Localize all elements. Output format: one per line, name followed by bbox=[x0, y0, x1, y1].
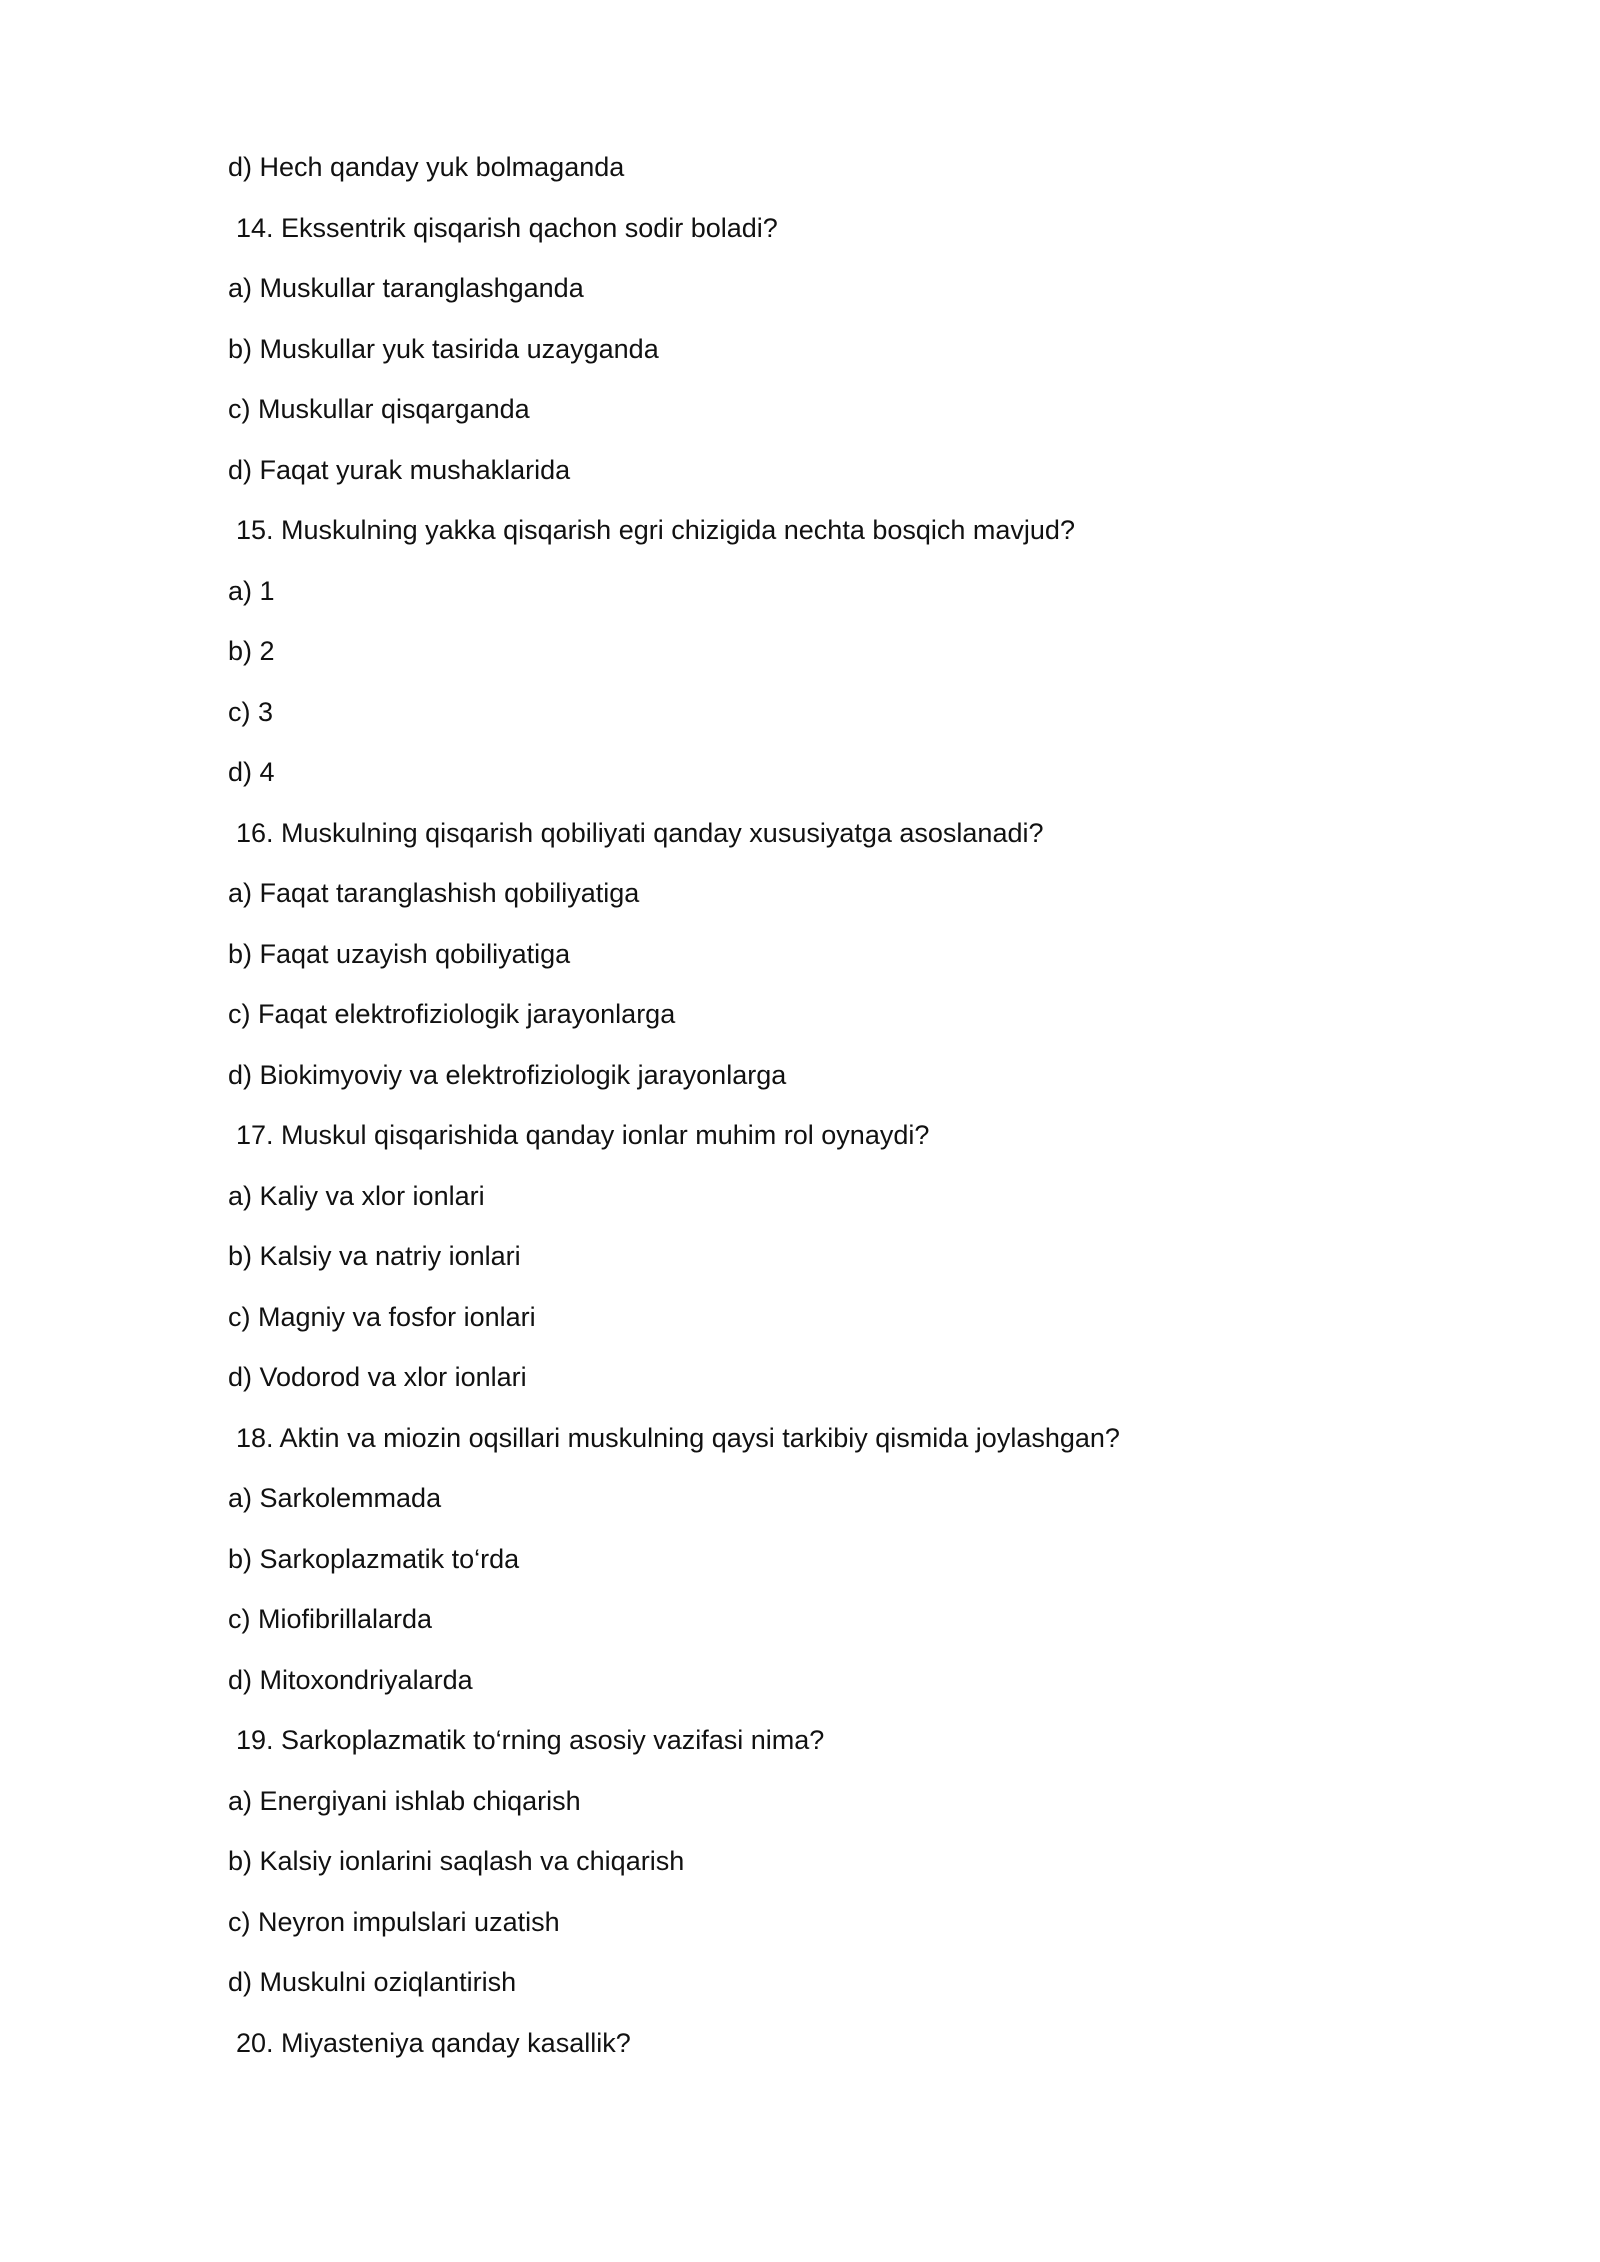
answer-option: b) Kalsiy ionlarini saqlash va chiqarish bbox=[228, 1846, 685, 1876]
answer-option: a) Sarkolemmada bbox=[228, 1483, 442, 1513]
answer-option: a) Muskullar taranglashganda bbox=[228, 273, 584, 303]
answer-option: b) 2 bbox=[228, 636, 275, 666]
answer-option: c) 3 bbox=[228, 696, 274, 727]
answer-option: a) Faqat taranglashish qobiliyatiga bbox=[228, 878, 640, 908]
answer-option: a) Kaliy va xlor ionlari bbox=[228, 1180, 485, 1211]
answer-option: a) Energiyani ishlab chiqarish bbox=[228, 1785, 581, 1816]
answer-option: d) Biokimyoviy va elektrofiziologik jarayonlarga bbox=[228, 1059, 787, 1090]
answer-option: b) Kalsiy va natriy ionlari bbox=[228, 1241, 521, 1271]
question-20: 20. Miyasteniya qanday kasallik? bbox=[236, 2027, 631, 2058]
answer-option: c) Miofibrillalarda bbox=[228, 1604, 433, 1634]
answer-option: a) 1 bbox=[228, 575, 275, 606]
question-14: 14. Ekssentrik qisqarish qachon sodir boladi? bbox=[236, 212, 778, 243]
answer-option: d) Faqat yurak mushaklarida bbox=[228, 454, 571, 485]
question-17: 17. Muskul qisqarishida qanday ionlar muhim rol oynaydi? bbox=[236, 1120, 930, 1150]
answer-option: c) Muskullar qisqarganda bbox=[228, 394, 530, 424]
answer-option: d) Hech qanday yuk bolmaganda bbox=[228, 152, 625, 182]
answer-option: c) Neyron impulslari uzatish bbox=[228, 1906, 560, 1937]
answer-option: b) Muskullar yuk tasirida uzayganda bbox=[228, 333, 659, 364]
answer-option: d) Mitoxondriyalarda bbox=[228, 1664, 473, 1695]
answer-option: d) 4 bbox=[228, 757, 275, 787]
question-15: 15. Muskulning yakka qisqarish egri chizigida nechta bosqich mavjud? bbox=[236, 515, 1075, 545]
answer-option: c) Faqat elektrofiziologik jarayonlarga bbox=[228, 999, 676, 1029]
answer-option: d) Vodorod va xlor ionlari bbox=[228, 1362, 527, 1392]
quiz-text bbox=[228, 150, 1428, 2086]
question-19: 19. Sarkoplazmatik to‘rning asosiy vazifasi nima? bbox=[236, 1725, 825, 1755]
answer-option: b) Sarkoplazmatik to‘rda bbox=[228, 1543, 520, 1574]
answer-option: c) Magniy va fosfor ionlari bbox=[228, 1301, 536, 1332]
question-18: 18. Aktin va miozin oqsillari muskulning qaysi tarkibiy qismida joylashgan? bbox=[236, 1422, 1120, 1453]
answer-option: d) Muskulni oziqlantirish bbox=[228, 1967, 517, 1997]
question-16: 16. Muskulning qisqarish qobiliyati qanday xususiyatga asoslanadi? bbox=[236, 817, 1044, 848]
answer-option: b) Faqat uzayish qobiliyatiga bbox=[228, 938, 571, 969]
